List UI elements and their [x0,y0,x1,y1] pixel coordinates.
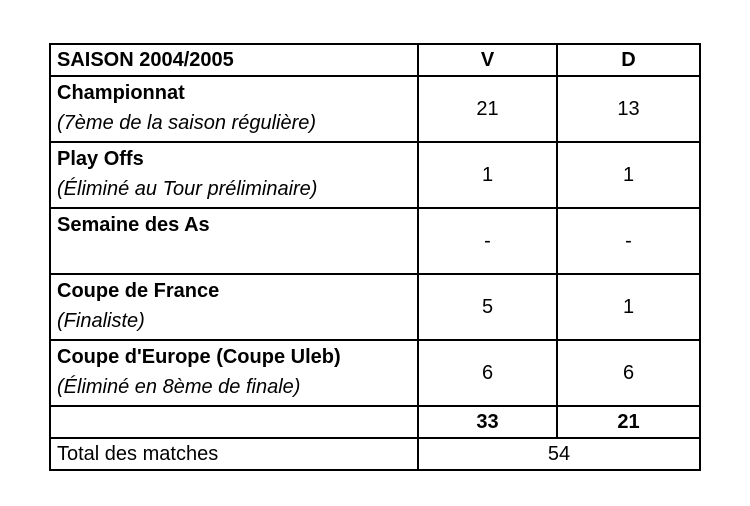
table-row [50,76,700,142]
table-row [50,340,700,406]
victories-value: 1 [418,142,557,208]
victories-value: 21 [418,76,557,142]
competition-note: (Éliminé au Tour préliminaire) [57,178,318,200]
victories-value: 5 [418,274,557,340]
victories-value: 6 [418,340,557,406]
defeats-value: 6 [557,340,700,406]
table-row [50,142,700,208]
competition-note: (Éliminé en 8ème de finale) [57,376,301,398]
total-label: Total des matches [50,438,418,470]
competition-cell [50,76,418,142]
competition-cell [50,274,418,340]
season-results-table [49,43,701,471]
defeats-value: - [557,208,700,274]
season-title: SAISON 2004/2005 [50,44,418,76]
victories-value: - [418,208,557,274]
competition-name: Coupe de France [57,280,220,302]
competition-note: (Finaliste) [57,310,145,332]
table-row [50,208,700,274]
table-row [50,274,700,340]
competition-note: (7ème de la saison régulière) [57,112,317,134]
competition-name: Play Offs [57,148,144,170]
victories-header: V [418,44,557,76]
defeats-header: D [557,44,700,76]
defeats-value: 1 [557,142,700,208]
defeats-value: 13 [557,76,700,142]
sum-row [50,406,700,438]
defeats-sum: 21 [557,406,700,438]
competition-cell [50,208,418,274]
competition-name: Semaine des As [57,214,210,236]
competition-cell [50,142,418,208]
competition-cell [50,340,418,406]
table-header-row [50,44,700,76]
total-value: 54 [418,438,700,470]
competition-name: Championnat [57,82,185,104]
victories-sum: 33 [418,406,557,438]
competition-name: Coupe d'Europe (Coupe Uleb) [57,346,341,368]
total-row [50,438,700,470]
defeats-value: 1 [557,274,700,340]
sum-label-cell [50,406,418,438]
